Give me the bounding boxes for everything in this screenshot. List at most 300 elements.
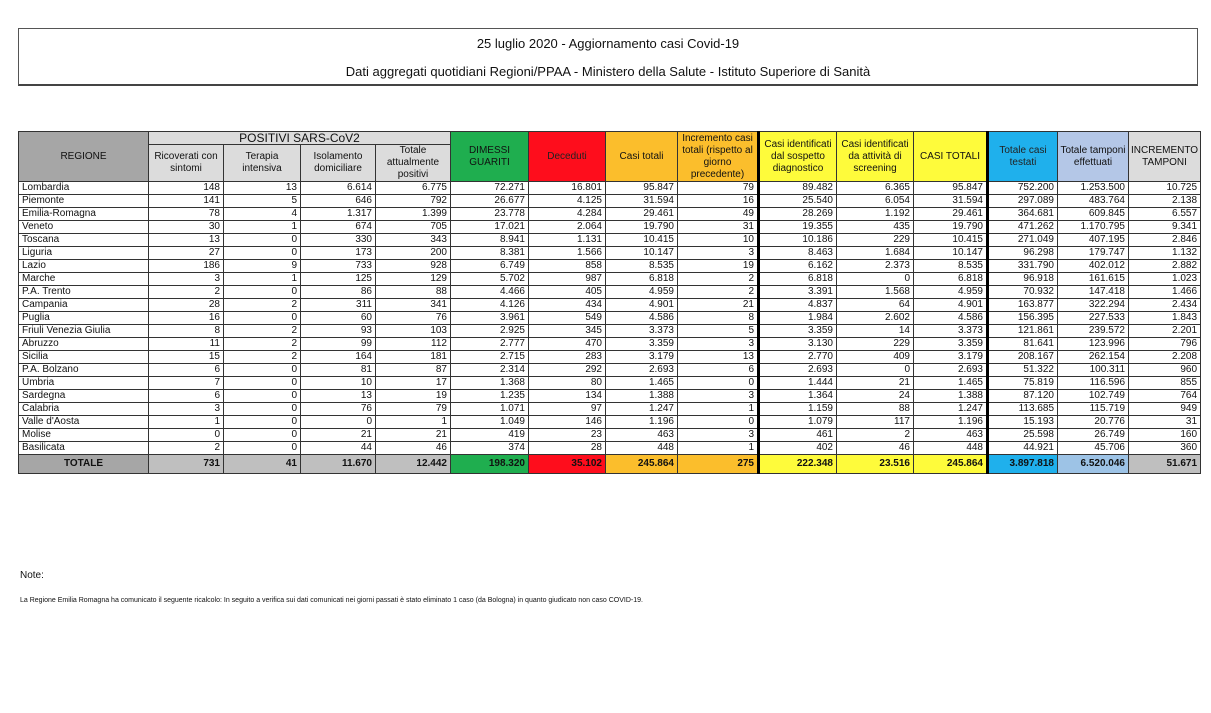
- cell-terapia-intensiva: 0: [224, 442, 301, 455]
- table-row: [19, 429, 1201, 442]
- cell-ricoverati: 8: [149, 325, 224, 338]
- cell-casi-testati: 364.681: [988, 208, 1058, 221]
- cell-tamponi: 115.719: [1058, 403, 1129, 416]
- cell-tamponi: 239.572: [1058, 325, 1129, 338]
- cell-incremento-casi: 31: [678, 221, 759, 234]
- cell-casi-totali-2: 3.359: [914, 338, 988, 351]
- cell-regione: Valle d'Aosta: [19, 416, 149, 429]
- cell-dimessi-guariti: 1.235: [451, 390, 529, 403]
- cell-isolamento: 311: [301, 299, 376, 312]
- cell-tamponi: 20.776: [1058, 416, 1129, 429]
- header-incremento-casi: Incremento casi totali (rispetto al giorno precedente): [678, 132, 759, 182]
- cell-incremento-tamponi: 855: [1129, 377, 1201, 390]
- cell-dimessi-guariti: 2.925: [451, 325, 529, 338]
- cell-deceduti: 23: [529, 429, 606, 442]
- cell-terapia-intensiva: 0: [224, 364, 301, 377]
- cell-tamponi: 161.615: [1058, 273, 1129, 286]
- cell-incremento-casi: 10: [678, 234, 759, 247]
- cell-casi-totali: 1.196: [606, 416, 678, 429]
- total-tamponi: 6.520.046: [1058, 455, 1129, 474]
- cell-totale-positivi: 343: [376, 234, 451, 247]
- cell-terapia-intensiva: 0: [224, 234, 301, 247]
- cell-casi-testati: 96.918: [988, 273, 1058, 286]
- cell-incremento-tamponi: 1.132: [1129, 247, 1201, 260]
- cell-deceduti: 134: [529, 390, 606, 403]
- header-deceduti: Deceduti: [529, 132, 606, 182]
- cell-isolamento: 21: [301, 429, 376, 442]
- cell-deceduti: 405: [529, 286, 606, 299]
- cell-sospetto-diagnostico: 25.540: [759, 195, 837, 208]
- cell-casi-totali: 1.388: [606, 390, 678, 403]
- cell-casi-testati: 81.641: [988, 338, 1058, 351]
- cell-screening: 2.602: [837, 312, 914, 325]
- cell-ricoverati: 16: [149, 312, 224, 325]
- cell-tamponi: 26.749: [1058, 429, 1129, 442]
- cell-incremento-casi: 3: [678, 247, 759, 260]
- cell-casi-totali-2: 4.959: [914, 286, 988, 299]
- header-isolamento: Isolamento domiciliare: [301, 145, 376, 182]
- cell-incremento-casi: 3: [678, 338, 759, 351]
- cell-tamponi: 179.747: [1058, 247, 1129, 260]
- table-row: [19, 195, 1201, 208]
- cell-casi-testati: 70.932: [988, 286, 1058, 299]
- cell-incremento-tamponi: 2.208: [1129, 351, 1201, 364]
- cell-ricoverati: 141: [149, 195, 224, 208]
- report-subtitle: Dati aggregati quotidiani Regioni/PPAA - Ministero della Salute - Istituto Superiore di Sanità: [345, 64, 871, 79]
- cell-casi-totali-2: 1.388: [914, 390, 988, 403]
- total-ricoverati: 731: [149, 455, 224, 474]
- cell-dimessi-guariti: 4.126: [451, 299, 529, 312]
- cell-sospetto-diagnostico: 3.359: [759, 325, 837, 338]
- cell-totale-positivi: 129: [376, 273, 451, 286]
- cell-casi-testati: 51.322: [988, 364, 1058, 377]
- cell-regione: Friuli Venezia Giulia: [19, 325, 149, 338]
- cell-deceduti: 987: [529, 273, 606, 286]
- cell-ricoverati: 78: [149, 208, 224, 221]
- cell-tamponi: 1.170.795: [1058, 221, 1129, 234]
- cell-casi-totali-2: 95.847: [914, 182, 988, 195]
- cell-deceduti: 4.284: [529, 208, 606, 221]
- cell-casi-testati: 113.685: [988, 403, 1058, 416]
- cell-incremento-tamponi: 31: [1129, 416, 1201, 429]
- total-casi-testati: 3.897.818: [988, 455, 1058, 474]
- cell-tamponi: 402.012: [1058, 260, 1129, 273]
- cell-isolamento: 1.317: [301, 208, 376, 221]
- cell-isolamento: 86: [301, 286, 376, 299]
- cell-incremento-casi: 49: [678, 208, 759, 221]
- total-dimessi-guariti: 198.320: [451, 455, 529, 474]
- cell-casi-testati: 271.049: [988, 234, 1058, 247]
- cell-casi-totali: 95.847: [606, 182, 678, 195]
- cell-casi-totali-2: 10.147: [914, 247, 988, 260]
- cell-sospetto-diagnostico: 1.159: [759, 403, 837, 416]
- cell-regione: Lazio: [19, 260, 149, 273]
- total-row: [19, 455, 1201, 474]
- cell-isolamento: 44: [301, 442, 376, 455]
- cell-screening: 229: [837, 338, 914, 351]
- cell-isolamento: 125: [301, 273, 376, 286]
- cell-dimessi-guariti: 4.466: [451, 286, 529, 299]
- header-casi-screening: Casi identificati da attività di screening: [837, 132, 914, 182]
- cell-casi-totali: 463: [606, 429, 678, 442]
- cell-casi-totali: 3.359: [606, 338, 678, 351]
- cell-dimessi-guariti: 419: [451, 429, 529, 442]
- cell-dimessi-guariti: 1.368: [451, 377, 529, 390]
- cell-casi-totali: 8.535: [606, 260, 678, 273]
- cell-casi-totali: 10.147: [606, 247, 678, 260]
- table-row: [19, 182, 1201, 195]
- cell-totale-positivi: 1: [376, 416, 451, 429]
- cell-tamponi: 116.596: [1058, 377, 1129, 390]
- cell-sospetto-diagnostico: 1.079: [759, 416, 837, 429]
- cell-dimessi-guariti: 26.677: [451, 195, 529, 208]
- cell-totale-positivi: 17: [376, 377, 451, 390]
- cell-ricoverati: 186: [149, 260, 224, 273]
- cell-casi-totali: 4.901: [606, 299, 678, 312]
- cell-casi-totali-2: 8.535: [914, 260, 988, 273]
- cell-incremento-casi: 0: [678, 377, 759, 390]
- cell-terapia-intensiva: 0: [224, 390, 301, 403]
- header-ricoverati: Ricoverati con sintomi: [149, 145, 224, 182]
- cell-casi-testati: 75.819: [988, 377, 1058, 390]
- cell-deceduti: 80: [529, 377, 606, 390]
- cell-sospetto-diagnostico: 3.391: [759, 286, 837, 299]
- cell-isolamento: 10: [301, 377, 376, 390]
- cell-terapia-intensiva: 0: [224, 429, 301, 442]
- cell-sospetto-diagnostico: 402: [759, 442, 837, 455]
- cell-regione: P.A. Bolzano: [19, 364, 149, 377]
- cell-incremento-tamponi: 6.557: [1129, 208, 1201, 221]
- cell-terapia-intensiva: 0: [224, 286, 301, 299]
- cell-totale-positivi: 181: [376, 351, 451, 364]
- cell-totale-positivi: 200: [376, 247, 451, 260]
- cell-casi-testati: 331.790: [988, 260, 1058, 273]
- cell-incremento-tamponi: 2.434: [1129, 299, 1201, 312]
- cell-terapia-intensiva: 2: [224, 299, 301, 312]
- cell-incremento-tamponi: 796: [1129, 338, 1201, 351]
- total-terapia-intensiva: 41: [224, 455, 301, 474]
- total-screening: 23.516: [837, 455, 914, 474]
- cell-sospetto-diagnostico: 461: [759, 429, 837, 442]
- cell-incremento-casi: 0: [678, 416, 759, 429]
- cell-screening: 14: [837, 325, 914, 338]
- cell-tamponi: 322.294: [1058, 299, 1129, 312]
- cell-terapia-intensiva: 9: [224, 260, 301, 273]
- cell-casi-totali-2: 31.594: [914, 195, 988, 208]
- cell-isolamento: 674: [301, 221, 376, 234]
- cell-sospetto-diagnostico: 2.693: [759, 364, 837, 377]
- cell-casi-testati: 121.861: [988, 325, 1058, 338]
- cell-totale-positivi: 76: [376, 312, 451, 325]
- cell-terapia-intensiva: 2: [224, 338, 301, 351]
- cell-incremento-casi: 6: [678, 364, 759, 377]
- cell-casi-testati: 156.395: [988, 312, 1058, 325]
- cell-tamponi: 147.418: [1058, 286, 1129, 299]
- cell-incremento-casi: 79: [678, 182, 759, 195]
- cell-incremento-tamponi: 949: [1129, 403, 1201, 416]
- table-row: [19, 377, 1201, 390]
- cell-incremento-casi: 5: [678, 325, 759, 338]
- cell-totale-positivi: 341: [376, 299, 451, 312]
- cell-casi-totali-2: 1.247: [914, 403, 988, 416]
- cell-deceduti: 283: [529, 351, 606, 364]
- cell-isolamento: 164: [301, 351, 376, 364]
- cell-totale-positivi: 6.775: [376, 182, 451, 195]
- cell-totale-positivi: 112: [376, 338, 451, 351]
- cell-regione: Abruzzo: [19, 338, 149, 351]
- cell-deceduti: 146: [529, 416, 606, 429]
- cell-casi-totali-2: 1.465: [914, 377, 988, 390]
- cell-terapia-intensiva: 2: [224, 325, 301, 338]
- cell-regione: Campania: [19, 299, 149, 312]
- cell-terapia-intensiva: 4: [224, 208, 301, 221]
- cell-incremento-casi: 3: [678, 429, 759, 442]
- table-row: [19, 325, 1201, 338]
- cell-screening: 435: [837, 221, 914, 234]
- cell-deceduti: 858: [529, 260, 606, 273]
- cell-casi-totali-2: 6.818: [914, 273, 988, 286]
- cell-screening: 229: [837, 234, 914, 247]
- cell-isolamento: 733: [301, 260, 376, 273]
- cell-totale-positivi: 19: [376, 390, 451, 403]
- cell-screening: 21: [837, 377, 914, 390]
- cell-isolamento: 173: [301, 247, 376, 260]
- cell-tamponi: 45.706: [1058, 442, 1129, 455]
- header-totale-positivi: Totale attualmente positivi: [376, 145, 451, 182]
- header-casi-sospetto-diagnostico: Casi identificati dal sospetto diagnostico: [759, 132, 837, 182]
- table-row: [19, 221, 1201, 234]
- cell-totale-positivi: 705: [376, 221, 451, 234]
- cell-incremento-casi: 13: [678, 351, 759, 364]
- cell-regione: Umbria: [19, 377, 149, 390]
- cell-casi-totali: 19.790: [606, 221, 678, 234]
- table-row: [19, 403, 1201, 416]
- table-row: [19, 390, 1201, 403]
- notes-text: La Regione Emilia Romagna ha comunicato il seguente ricalcolo: In seguito a verifica sui dati comunicati nei giorni passati è stato eliminato 1 caso (da Bologna) in quanto giudicato non caso COVID-19.: [20, 597, 643, 604]
- cell-regione: Basilicata: [19, 442, 149, 455]
- cell-isolamento: 81: [301, 364, 376, 377]
- cell-deceduti: 345: [529, 325, 606, 338]
- header-totale-casi-testati: Totale casi testati: [988, 132, 1058, 182]
- table-row: [19, 351, 1201, 364]
- cell-totale-positivi: 46: [376, 442, 451, 455]
- cell-ricoverati: 11: [149, 338, 224, 351]
- cell-tamponi: 100.311: [1058, 364, 1129, 377]
- cell-isolamento: 99: [301, 338, 376, 351]
- cell-incremento-casi: 2: [678, 286, 759, 299]
- cell-casi-totali: 10.415: [606, 234, 678, 247]
- table-row: [19, 234, 1201, 247]
- header-casi-totali: Casi totali: [606, 132, 678, 182]
- cell-isolamento: 330: [301, 234, 376, 247]
- cell-terapia-intensiva: 0: [224, 403, 301, 416]
- cell-regione: Sicilia: [19, 351, 149, 364]
- cell-ricoverati: 27: [149, 247, 224, 260]
- cell-casi-totali-2: 3.179: [914, 351, 988, 364]
- total-deceduti: 35.102: [529, 455, 606, 474]
- cell-sospetto-diagnostico: 10.186: [759, 234, 837, 247]
- cell-casi-totali: 29.461: [606, 208, 678, 221]
- cell-incremento-casi: 2: [678, 273, 759, 286]
- cell-incremento-casi: 19: [678, 260, 759, 273]
- cell-sospetto-diagnostico: 3.130: [759, 338, 837, 351]
- cell-casi-totali-2: 29.461: [914, 208, 988, 221]
- cell-regione: Calabria: [19, 403, 149, 416]
- table-row: [19, 208, 1201, 221]
- cell-casi-totali-2: 448: [914, 442, 988, 455]
- cell-dimessi-guariti: 17.021: [451, 221, 529, 234]
- cell-regione: Molise: [19, 429, 149, 442]
- cell-incremento-casi: 8: [678, 312, 759, 325]
- cell-ricoverati: 2: [149, 286, 224, 299]
- cell-incremento-casi: 1: [678, 442, 759, 455]
- header-incremento-tamponi: INCREMENTO TAMPONI: [1129, 132, 1201, 182]
- report-title-box: [18, 28, 1198, 86]
- cell-casi-totali: 2.693: [606, 364, 678, 377]
- cell-screening: 6.365: [837, 182, 914, 195]
- cell-incremento-tamponi: 2.882: [1129, 260, 1201, 273]
- cell-tamponi: 262.154: [1058, 351, 1129, 364]
- cell-casi-testati: 96.298: [988, 247, 1058, 260]
- cell-incremento-tamponi: 2.201: [1129, 325, 1201, 338]
- covid-data-table: [18, 131, 1201, 474]
- table-row: [19, 273, 1201, 286]
- cell-screening: 0: [837, 364, 914, 377]
- cell-screening: 88: [837, 403, 914, 416]
- cell-regione: Piemonte: [19, 195, 149, 208]
- cell-ricoverati: 13: [149, 234, 224, 247]
- table-row: [19, 312, 1201, 325]
- cell-dimessi-guariti: 3.961: [451, 312, 529, 325]
- cell-casi-totali-2: 10.415: [914, 234, 988, 247]
- table-row: [19, 442, 1201, 455]
- header-totale-tamponi: Totale tamponi effettuati: [1058, 132, 1129, 182]
- cell-terapia-intensiva: 0: [224, 416, 301, 429]
- table-row: [19, 260, 1201, 273]
- cell-deceduti: 1.131: [529, 234, 606, 247]
- cell-screening: 6.054: [837, 195, 914, 208]
- cell-ricoverati: 6: [149, 390, 224, 403]
- header-dimessi-guariti: DIMESSI GUARITI: [451, 132, 529, 182]
- cell-incremento-tamponi: 2.846: [1129, 234, 1201, 247]
- cell-ricoverati: 7: [149, 377, 224, 390]
- cell-deceduti: 16.801: [529, 182, 606, 195]
- cell-casi-totali: 4.586: [606, 312, 678, 325]
- table-row: [19, 416, 1201, 429]
- cell-screening: 1.192: [837, 208, 914, 221]
- cell-sospetto-diagnostico: 8.463: [759, 247, 837, 260]
- cell-casi-totali-2: 3.373: [914, 325, 988, 338]
- total-casi-totali: 245.864: [606, 455, 678, 474]
- cell-terapia-intensiva: 1: [224, 221, 301, 234]
- cell-incremento-tamponi: 2.138: [1129, 195, 1201, 208]
- cell-casi-testati: 471.262: [988, 221, 1058, 234]
- cell-casi-totali-2: 463: [914, 429, 988, 442]
- cell-casi-totali: 1.247: [606, 403, 678, 416]
- cell-incremento-tamponi: 360: [1129, 442, 1201, 455]
- cell-incremento-casi: 1: [678, 403, 759, 416]
- cell-screening: 24: [837, 390, 914, 403]
- cell-isolamento: 60: [301, 312, 376, 325]
- report-title: 25 luglio 2020 - Aggiornamento casi Covid-19: [476, 36, 740, 51]
- cell-isolamento: 0: [301, 416, 376, 429]
- cell-incremento-tamponi: 9.341: [1129, 221, 1201, 234]
- cell-sospetto-diagnostico: 89.482: [759, 182, 837, 195]
- cell-screening: 64: [837, 299, 914, 312]
- cell-casi-testati: 752.200: [988, 182, 1058, 195]
- cell-casi-totali-2: 1.196: [914, 416, 988, 429]
- cell-casi-totali: 4.959: [606, 286, 678, 299]
- cell-ricoverati: 3: [149, 403, 224, 416]
- cell-casi-testati: 25.598: [988, 429, 1058, 442]
- cell-casi-testati: 163.877: [988, 299, 1058, 312]
- cell-casi-totali: 3.179: [606, 351, 678, 364]
- cell-deceduti: 470: [529, 338, 606, 351]
- cell-incremento-casi: 21: [678, 299, 759, 312]
- cell-tamponi: 123.996: [1058, 338, 1129, 351]
- header-regione: REGIONE: [19, 132, 149, 182]
- cell-deceduti: 97: [529, 403, 606, 416]
- cell-sospetto-diagnostico: 1.984: [759, 312, 837, 325]
- cell-terapia-intensiva: 0: [224, 377, 301, 390]
- cell-terapia-intensiva: 0: [224, 247, 301, 260]
- cell-dimessi-guariti: 374: [451, 442, 529, 455]
- cell-regione: Toscana: [19, 234, 149, 247]
- cell-tamponi: 483.764: [1058, 195, 1129, 208]
- cell-casi-totali: 448: [606, 442, 678, 455]
- cell-sospetto-diagnostico: 6.818: [759, 273, 837, 286]
- cell-sospetto-diagnostico: 19.355: [759, 221, 837, 234]
- table-row: [19, 338, 1201, 351]
- cell-ricoverati: 15: [149, 351, 224, 364]
- cell-regione: P.A. Trento: [19, 286, 149, 299]
- cell-ricoverati: 1: [149, 416, 224, 429]
- cell-isolamento: 13: [301, 390, 376, 403]
- cell-casi-testati: 297.089: [988, 195, 1058, 208]
- total-isolamento: 11.670: [301, 455, 376, 474]
- cell-dimessi-guariti: 2.777: [451, 338, 529, 351]
- cell-ricoverati: 0: [149, 429, 224, 442]
- cell-deceduti: 549: [529, 312, 606, 325]
- cell-tamponi: 609.845: [1058, 208, 1129, 221]
- table-row: [19, 299, 1201, 312]
- cell-casi-testati: 15.193: [988, 416, 1058, 429]
- cell-deceduti: 1.566: [529, 247, 606, 260]
- cell-regione: Sardegna: [19, 390, 149, 403]
- total-totale-positivi: 12.442: [376, 455, 451, 474]
- cell-totale-positivi: 79: [376, 403, 451, 416]
- cell-casi-totali-2: 4.901: [914, 299, 988, 312]
- table-row: [19, 286, 1201, 299]
- cell-incremento-tamponi: 764: [1129, 390, 1201, 403]
- cell-totale-positivi: 87: [376, 364, 451, 377]
- cell-dimessi-guariti: 1.071: [451, 403, 529, 416]
- cell-tamponi: 227.533: [1058, 312, 1129, 325]
- cell-totale-positivi: 21: [376, 429, 451, 442]
- header-casi-totali-2: CASI TOTALI: [914, 132, 988, 182]
- cell-screening: 2: [837, 429, 914, 442]
- cell-deceduti: 434: [529, 299, 606, 312]
- cell-sospetto-diagnostico: 4.837: [759, 299, 837, 312]
- cell-deceduti: 2.064: [529, 221, 606, 234]
- cell-casi-testati: 208.167: [988, 351, 1058, 364]
- cell-casi-testati: 44.921: [988, 442, 1058, 455]
- cell-isolamento: 646: [301, 195, 376, 208]
- cell-dimessi-guariti: 5.702: [451, 273, 529, 286]
- cell-dimessi-guariti: 1.049: [451, 416, 529, 429]
- cell-incremento-tamponi: 1.023: [1129, 273, 1201, 286]
- cell-terapia-intensiva: 2: [224, 351, 301, 364]
